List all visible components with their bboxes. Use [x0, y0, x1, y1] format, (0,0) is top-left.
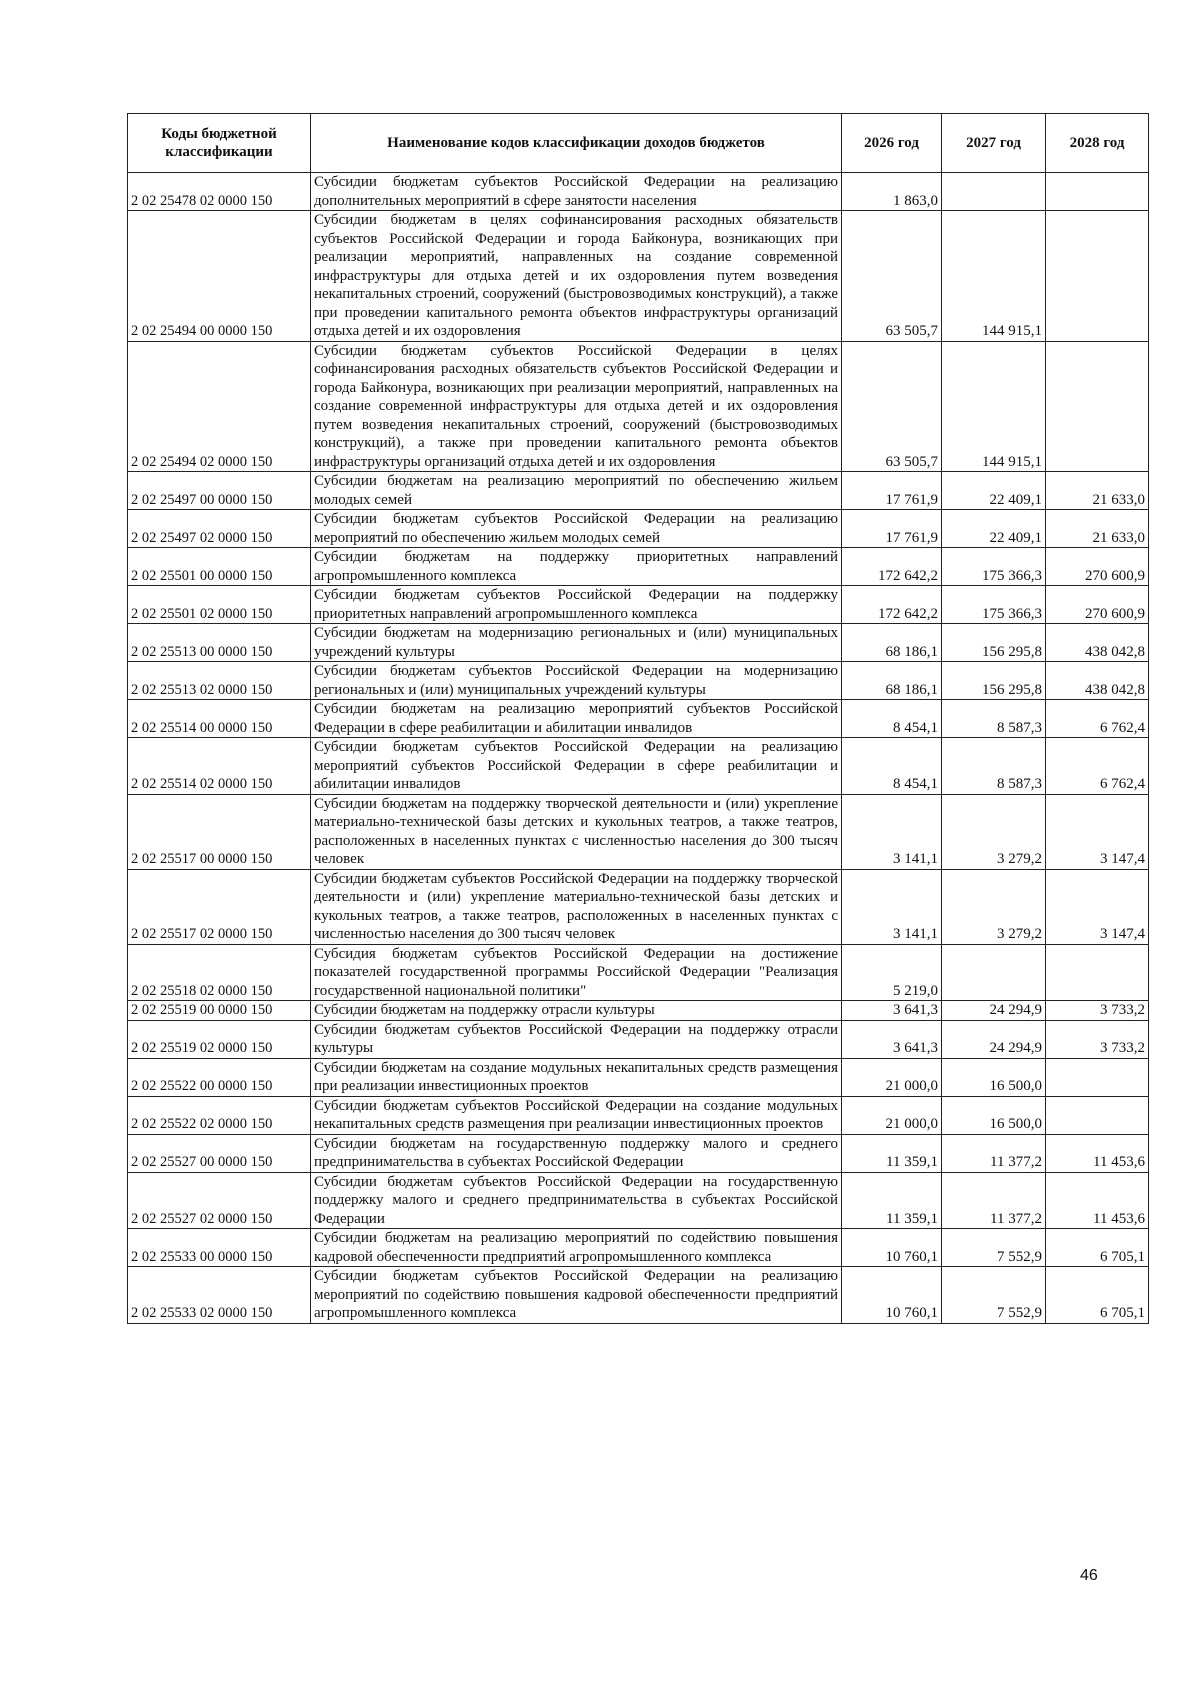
header-code: Коды бюджетной классификации	[128, 114, 311, 173]
header-year-2026: 2026 год	[842, 114, 942, 173]
value-2028-cell	[1046, 341, 1149, 472]
value-2027-cell: 7 552,9	[942, 1229, 1046, 1267]
classification-name-cell: Субсидии бюджетам субъектов Российской Федерации на модернизацию региональных и (или) муниципальных учреждений культуры	[311, 662, 842, 700]
value-2026-cell: 63 505,7	[842, 211, 942, 342]
classification-code-cell: 2 02 25494 02 0000 150	[128, 341, 311, 472]
classification-name-cell: Субсидии бюджетам субъектов Российской Федерации на поддержку приоритетных направлений агропромышленного комплекса	[311, 586, 842, 624]
value-2026-cell: 17 761,9	[842, 510, 942, 548]
value-2027-cell: 11 377,2	[942, 1172, 1046, 1229]
value-2026-cell: 68 186,1	[842, 662, 942, 700]
value-2026-cell: 21 000,0	[842, 1058, 942, 1096]
classification-name-cell: Субсидии бюджетам субъектов Российской Федерации на реализацию мероприятий по обеспечению жильем молодых семей	[311, 510, 842, 548]
value-2027-cell: 144 915,1	[942, 211, 1046, 342]
value-2026-cell: 3 141,1	[842, 794, 942, 869]
classification-name-cell: Субсидии бюджетам субъектов Российской Федерации на создание модульных некапитальных средств размещения при реализации инвестиционных проектов	[311, 1096, 842, 1134]
value-2026-cell: 11 359,1	[842, 1172, 942, 1229]
value-2027-cell: 3 279,2	[942, 869, 1046, 944]
value-2027-cell: 11 377,2	[942, 1134, 1046, 1172]
value-2027-cell: 175 366,3	[942, 586, 1046, 624]
classification-code-cell: 2 02 25497 02 0000 150	[128, 510, 311, 548]
value-2027-cell: 22 409,1	[942, 510, 1046, 548]
value-2026-cell: 10 760,1	[842, 1267, 942, 1324]
value-2028-cell	[1046, 1096, 1149, 1134]
classification-code-cell: 2 02 25519 02 0000 150	[128, 1020, 311, 1058]
classification-code-cell: 2 02 25527 02 0000 150	[128, 1172, 311, 1229]
value-2027-cell: 8 587,3	[942, 738, 1046, 795]
classification-name-cell: Субсидии бюджетам субъектов Российской Федерации на государственную поддержку малого и среднего предпринимательства в субъектах Российской Федерации	[311, 1172, 842, 1229]
value-2026-cell: 5 219,0	[842, 944, 942, 1001]
value-2026-cell: 3 141,1	[842, 869, 942, 944]
table-row	[128, 548, 1149, 586]
classification-name-cell: Субсидии бюджетам субъектов Российской Федерации на реализацию мероприятий по содействию повышения кадровой обеспеченности предприятий агропромышленного комплекса	[311, 1267, 842, 1324]
table-header-row	[128, 114, 1149, 173]
table-row	[128, 662, 1149, 700]
value-2027-cell: 3 279,2	[942, 794, 1046, 869]
classification-code-cell: 2 02 25519 00 0000 150	[128, 1001, 311, 1021]
table-row	[128, 211, 1149, 342]
revenue-classification-table	[127, 113, 1149, 1324]
value-2027-cell: 156 295,8	[942, 624, 1046, 662]
value-2028-cell: 21 633,0	[1046, 510, 1149, 548]
classification-code-cell: 2 02 25501 00 0000 150	[128, 548, 311, 586]
classification-name-cell: Субсидии бюджетам на реализацию мероприятий по содействию повышения кадровой обеспеченности предприятий агропромышленного комплекса	[311, 1229, 842, 1267]
classification-name-cell: Субсидии бюджетам субъектов Российской Федерации на реализацию дополнительных мероприятий в сфере занятости населения	[311, 173, 842, 211]
table-row	[128, 1267, 1149, 1324]
value-2028-cell: 3 733,2	[1046, 1001, 1149, 1021]
value-2028-cell: 6 762,4	[1046, 738, 1149, 795]
value-2026-cell: 3 641,3	[842, 1020, 942, 1058]
table-row	[128, 1229, 1149, 1267]
classification-code-cell: 2 02 25522 00 0000 150	[128, 1058, 311, 1096]
table-row	[128, 1172, 1149, 1229]
value-2026-cell: 172 642,2	[842, 586, 942, 624]
table-row	[128, 794, 1149, 869]
classification-name-cell: Субсидии бюджетам в целях софинансирования расходных обязательств субъектов Российской Федерации и города Байконура, возникающих при реализации мероприятий, направленных на создание современной инфраструктуры для отдыха детей и их оздоровления путем возведения некапитальных строений, сооружений (быстровозводимых конструкций), а также при проведении капитального ремонта объектов инфраструктуры организаций отдыха детей и их оздоровления	[311, 211, 842, 342]
classification-code-cell: 2 02 25527 00 0000 150	[128, 1134, 311, 1172]
value-2028-cell: 3 147,4	[1046, 869, 1149, 944]
table-row	[128, 1001, 1149, 1021]
value-2027-cell: 144 915,1	[942, 341, 1046, 472]
classification-code-cell: 2 02 25533 00 0000 150	[128, 1229, 311, 1267]
table-row	[128, 472, 1149, 510]
value-2028-cell: 3 733,2	[1046, 1020, 1149, 1058]
classification-name-cell: Субсидии бюджетам субъектов Российской Федерации на реализацию мероприятий субъектов Российской Федерации в сфере реабилитации и абилитации инвалидов	[311, 738, 842, 795]
value-2027-cell: 7 552,9	[942, 1267, 1046, 1324]
table-row	[128, 869, 1149, 944]
value-2027-cell: 156 295,8	[942, 662, 1046, 700]
header-name: Наименование кодов классификации доходов бюджетов	[311, 114, 842, 173]
classification-name-cell: Субсидии бюджетам на поддержку творческой деятельности и (или) укрепление материально-технической базы детских и кукольных театров, а также театров, расположенных в населенных пунктах с численностью населения до 300 тысяч человек	[311, 794, 842, 869]
classification-name-cell: Субсидии бюджетам на реализацию мероприятий по обеспечению жильем молодых семей	[311, 472, 842, 510]
value-2027-cell: 16 500,0	[942, 1058, 1046, 1096]
classification-name-cell: Субсидии бюджетам на поддержку приоритетных направлений агропромышленного комплекса	[311, 548, 842, 586]
value-2026-cell: 11 359,1	[842, 1134, 942, 1172]
value-2026-cell: 17 761,9	[842, 472, 942, 510]
value-2026-cell: 63 505,7	[842, 341, 942, 472]
value-2027-cell: 24 294,9	[942, 1001, 1046, 1021]
value-2028-cell: 6 705,1	[1046, 1229, 1149, 1267]
value-2028-cell: 438 042,8	[1046, 662, 1149, 700]
value-2028-cell: 11 453,6	[1046, 1134, 1149, 1172]
value-2028-cell: 3 147,4	[1046, 794, 1149, 869]
classification-name-cell: Субсидии бюджетам на создание модульных некапитальных средств размещения при реализации инвестиционных проектов	[311, 1058, 842, 1096]
table-row	[128, 1020, 1149, 1058]
table-row	[128, 1134, 1149, 1172]
table-row	[128, 944, 1149, 1001]
value-2027-cell	[942, 944, 1046, 1001]
table-row	[128, 341, 1149, 472]
table-row	[128, 624, 1149, 662]
value-2026-cell: 21 000,0	[842, 1096, 942, 1134]
value-2027-cell: 22 409,1	[942, 472, 1046, 510]
value-2027-cell	[942, 173, 1046, 211]
classification-code-cell: 2 02 25514 00 0000 150	[128, 700, 311, 738]
value-2028-cell: 270 600,9	[1046, 586, 1149, 624]
classification-code-cell: 2 02 25478 02 0000 150	[128, 173, 311, 211]
classification-name-cell: Субсидии бюджетам субъектов Российской Федерации в целях софинансирования расходных обязательств субъектов Российской Федерации и города Байконура, возникающих при реализации мероприятий, направленных на создание современной инфраструктуры для отдыха детей и их оздоровления путем возведения некапитальных строений, сооружений (быстровозводимых конструкций), а также при проведении капитального ремонта объектов инфраструктуры организаций отдыха детей и их оздоровления	[311, 341, 842, 472]
table-row	[128, 1058, 1149, 1096]
value-2026-cell: 8 454,1	[842, 700, 942, 738]
classification-name-cell: Субсидии бюджетам на государственную поддержку малого и среднего предпринимательства в субъектах Российской Федерации	[311, 1134, 842, 1172]
value-2027-cell: 16 500,0	[942, 1096, 1046, 1134]
value-2026-cell: 8 454,1	[842, 738, 942, 795]
table-row	[128, 586, 1149, 624]
table-row	[128, 510, 1149, 548]
classification-code-cell: 2 02 25513 00 0000 150	[128, 624, 311, 662]
classification-name-cell: Субсидии бюджетам субъектов Российской Федерации на поддержку отрасли культуры	[311, 1020, 842, 1058]
value-2028-cell: 270 600,9	[1046, 548, 1149, 586]
value-2026-cell: 172 642,2	[842, 548, 942, 586]
value-2026-cell: 3 641,3	[842, 1001, 942, 1021]
classification-code-cell: 2 02 25533 02 0000 150	[128, 1267, 311, 1324]
classification-code-cell: 2 02 25513 02 0000 150	[128, 662, 311, 700]
value-2027-cell: 24 294,9	[942, 1020, 1046, 1058]
classification-code-cell: 2 02 25494 00 0000 150	[128, 211, 311, 342]
table-row	[128, 738, 1149, 795]
value-2028-cell: 6 705,1	[1046, 1267, 1149, 1324]
classification-name-cell: Субсидии бюджетам на реализацию мероприятий субъектов Российской Федерации в сфере реабилитации и абилитации инвалидов	[311, 700, 842, 738]
value-2028-cell: 438 042,8	[1046, 624, 1149, 662]
value-2028-cell: 6 762,4	[1046, 700, 1149, 738]
value-2028-cell	[1046, 944, 1149, 1001]
table-body	[128, 173, 1149, 1324]
page-number: 46	[1080, 1567, 1098, 1584]
header-year-2028: 2028 год	[1046, 114, 1149, 173]
classification-code-cell: 2 02 25497 00 0000 150	[128, 472, 311, 510]
value-2028-cell	[1046, 173, 1149, 211]
value-2028-cell: 21 633,0	[1046, 472, 1149, 510]
value-2027-cell: 8 587,3	[942, 700, 1046, 738]
classification-name-cell: Субсидии бюджетам субъектов Российской Федерации на поддержку творческой деятельности и (или) укрепление материально-технической базы детских и кукольных театров, а также театров, расположенных в населенных пунктах с численностью населения до 300 тысяч человек	[311, 869, 842, 944]
classification-code-cell: 2 02 25518 02 0000 150	[128, 944, 311, 1001]
classification-name-cell: Субсидия бюджетам субъектов Российской Федерации на достижение показателей государственной программы Российской Федерации "Реализация государственной национальной политики"	[311, 944, 842, 1001]
classification-code-cell: 2 02 25514 02 0000 150	[128, 738, 311, 795]
value-2026-cell: 1 863,0	[842, 173, 942, 211]
value-2028-cell	[1046, 211, 1149, 342]
classification-code-cell: 2 02 25501 02 0000 150	[128, 586, 311, 624]
classification-code-cell: 2 02 25517 02 0000 150	[128, 869, 311, 944]
classification-name-cell: Субсидии бюджетам на поддержку отрасли культуры	[311, 1001, 842, 1021]
value-2028-cell: 11 453,6	[1046, 1172, 1149, 1229]
header-year-2027: 2027 год	[942, 114, 1046, 173]
value-2027-cell: 175 366,3	[942, 548, 1046, 586]
classification-code-cell: 2 02 25517 00 0000 150	[128, 794, 311, 869]
classification-name-cell: Субсидии бюджетам на модернизацию региональных и (или) муниципальных учреждений культуры	[311, 624, 842, 662]
value-2028-cell	[1046, 1058, 1149, 1096]
table-row	[128, 1096, 1149, 1134]
value-2026-cell: 68 186,1	[842, 624, 942, 662]
value-2026-cell: 10 760,1	[842, 1229, 942, 1267]
classification-code-cell: 2 02 25522 02 0000 150	[128, 1096, 311, 1134]
table-row	[128, 173, 1149, 211]
table-row	[128, 700, 1149, 738]
